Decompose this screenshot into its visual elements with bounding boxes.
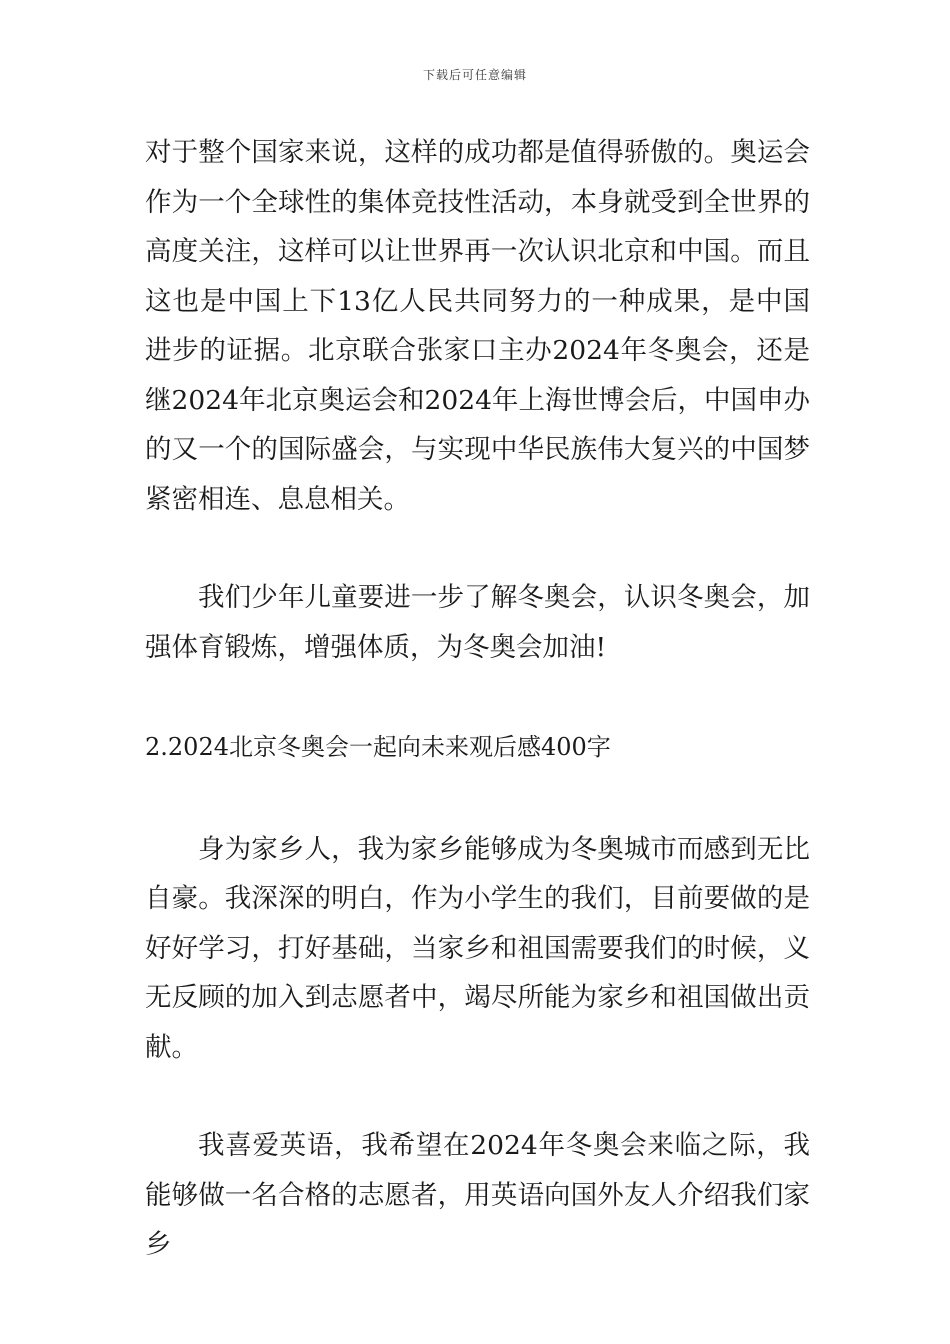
- paragraph-gap: [145, 1072, 810, 1121]
- paragraph-2: 我们少年儿童要进一步了解冬奥会，认识冬奥会，加强体育锻炼，增强体质，为冬奥会加油!: [145, 582, 810, 663]
- paragraph-4: 我喜爱英语，我希望在2024年冬奥会来临之际，我能够做一名合格的志愿者，用英语向国外友人介绍我们家乡: [145, 1130, 810, 1260]
- document-body: [145, 128, 810, 1270]
- paragraph-gap: [145, 773, 810, 825]
- header-note: 下载后可任意编辑: [422, 68, 527, 82]
- section-heading: 2.2024北京冬奥会一起向未来观后感400字: [145, 733, 611, 761]
- paragraph-gap: [145, 524, 810, 573]
- paragraph-3: 身为家乡人，我为家乡能够成为冬奥城市而感到无比自豪。我深深的明白，作为小学生的我们，目前要做的是好好学习，打好基础，当家乡和祖国需要我们的时候，义无反顾的加入到志愿者中，竭尽所能为家乡和祖国做出贡献。: [145, 833, 810, 1063]
- paragraph-1: 对于整个国家来说，这样的成功都是值得骄傲的。奥运会作为一个全球性的集体竞技性活动，本身就受到全世界的高度关注，这样可以让世界再一次认识北京和中国。而且这也是中国上下13亿人民共同努力的一种成果，是中国进步的证据。北京联合张家口主办2024年冬奥会，还是继2024年北京奥运会和2024年上海世博会后，中国申办的又一个的国际盛会，与实现中华民族伟大复兴的中国梦紧密相连、息息相关。: [145, 137, 810, 515]
- paragraph-gap: [145, 672, 810, 723]
